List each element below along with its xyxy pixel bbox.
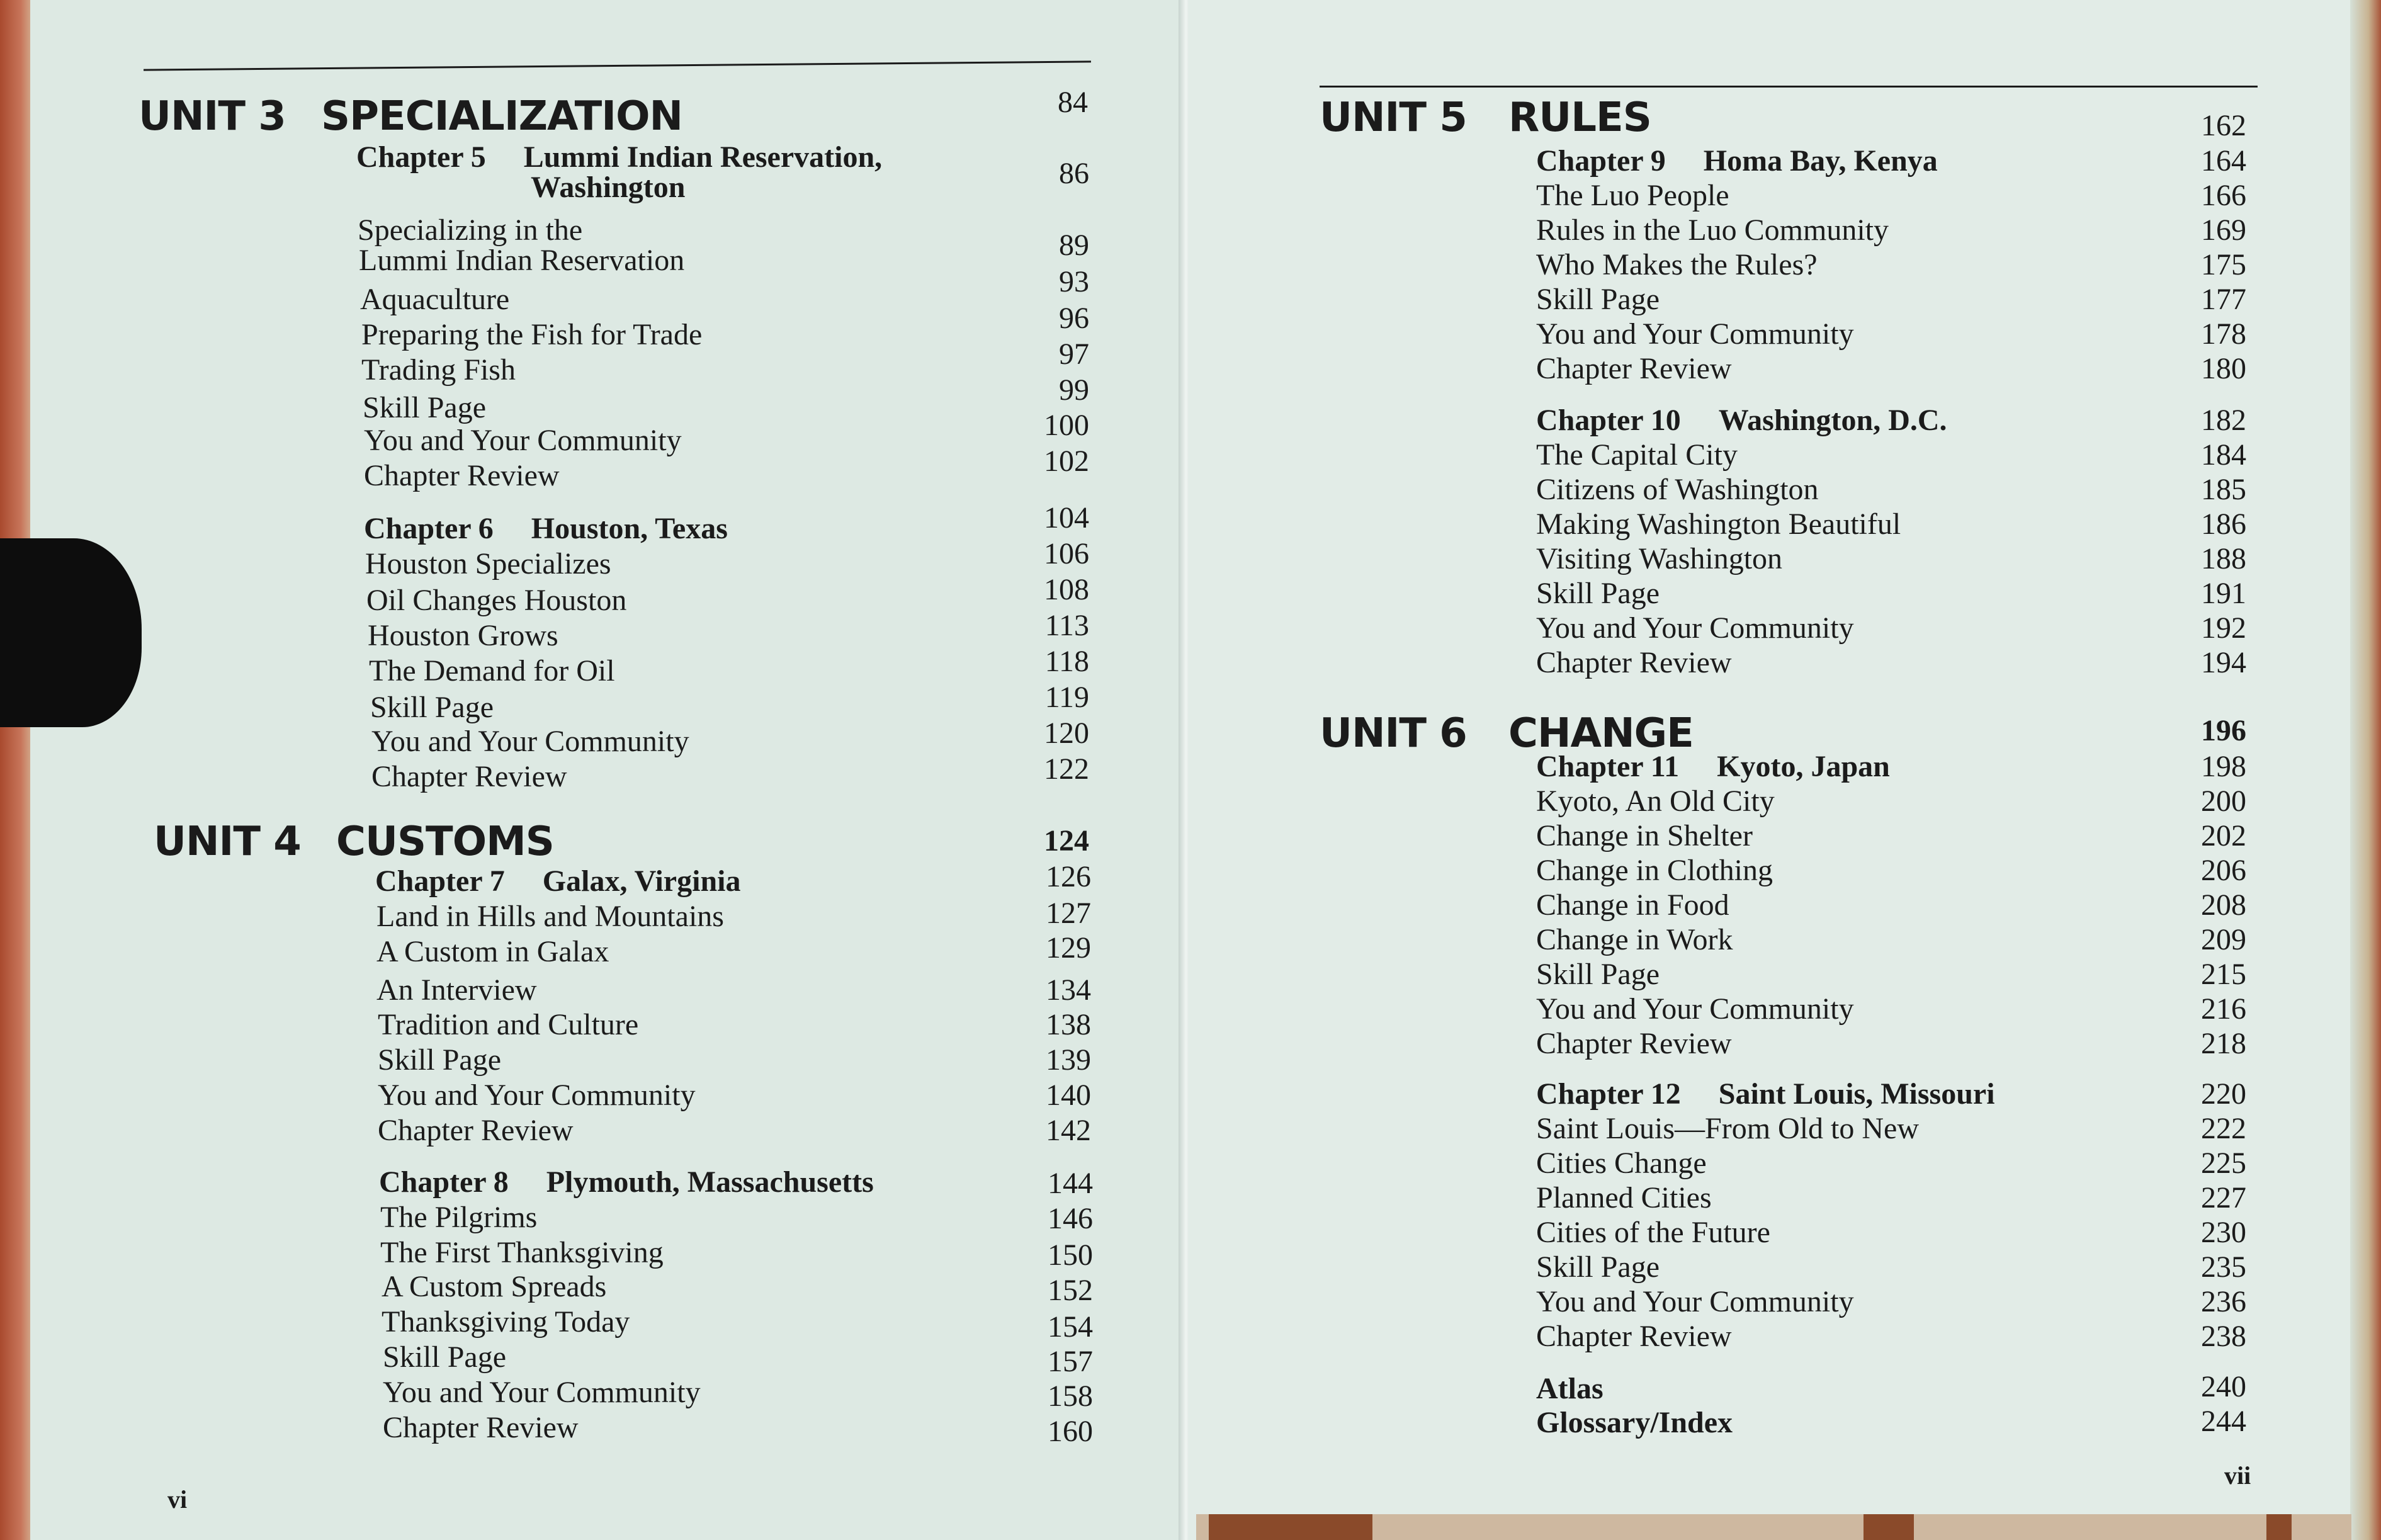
chapter-heading <box>375 864 740 898</box>
section-title: Saint Louis—From Old to New <box>1536 1112 1919 1145</box>
chapter-label: Chapter 7 <box>375 864 505 898</box>
section-page-number: 169 <box>2201 213 2246 247</box>
chapter-label: Chapter 12 <box>1536 1077 1681 1111</box>
chapter-label: Chapter 10 <box>1536 404 1681 437</box>
section-title: Chapter Review <box>378 1114 574 1147</box>
section-page-number: 235 <box>2201 1250 2246 1284</box>
unit-page-number: 196 <box>2201 714 2246 747</box>
section-page-number: 152 <box>1048 1274 1093 1307</box>
section-page-number: 186 <box>2201 507 2246 541</box>
section-title: Skill Page <box>1536 577 1660 610</box>
section-title: Citizens of Washington <box>1536 473 1819 506</box>
section-title: Aquaculture <box>360 283 510 316</box>
top-rule <box>144 60 1091 71</box>
section-title: Kyoto, An Old City <box>1536 784 1775 818</box>
section-page-number: 96 <box>1059 302 1089 335</box>
section-page-number: 89 <box>1059 229 1089 262</box>
section-title: Skill Page <box>1536 958 1660 991</box>
section-page-number: 127 <box>1046 897 1091 930</box>
chapter-heading <box>1536 144 1938 178</box>
top-rule <box>1320 86 2258 88</box>
section-title: A Custom in Galax <box>376 935 609 968</box>
section-page-number: 238 <box>2201 1320 2246 1353</box>
chapter-page-number: 104 <box>1044 501 1089 535</box>
section-title: Chapter Review <box>371 760 567 793</box>
unit-name: CUSTOMS <box>336 818 554 865</box>
chapter-place: Houston, Texas <box>531 512 728 545</box>
chapter-place: Galax, Virginia <box>542 864 741 898</box>
chapter-label: Chapter 11 <box>1536 750 1680 783</box>
unit-page-number: 162 <box>2201 109 2246 142</box>
section-page-number: 166 <box>2201 179 2246 212</box>
chapter-heading <box>1536 1077 1995 1111</box>
section-title: Planned Cities <box>1536 1181 1712 1214</box>
unit-page-number: 84 <box>1058 86 1088 119</box>
section-title: Making Washington Beautiful <box>1536 507 1901 541</box>
section-title: Skill Page <box>363 391 487 424</box>
section-title: Trading Fish <box>361 353 516 387</box>
section-title: Chapter Review <box>1536 1320 1732 1353</box>
section-title: Houston Grows <box>368 619 558 652</box>
unit-heading <box>139 93 683 140</box>
unit-heading <box>1320 94 1651 141</box>
section-title: Houston Specializes <box>365 547 611 580</box>
section-title: Skill Page <box>1536 283 1660 316</box>
section-page-number: 184 <box>2201 438 2246 472</box>
unit-number: UNIT 6 <box>1320 710 1467 757</box>
section-title: Who Makes the Rules? <box>1536 248 1818 281</box>
section-page-number: 216 <box>2201 992 2246 1026</box>
unit-heading <box>154 818 554 865</box>
back-matter-page-number: 240 <box>2201 1370 2246 1403</box>
chapter-place-line2: Washington <box>531 171 686 204</box>
section-page-number: 180 <box>2201 352 2246 385</box>
section-page-number: 191 <box>2201 577 2246 610</box>
section-page-number: 230 <box>2201 1216 2246 1249</box>
chapter-page-number: 144 <box>1048 1167 1093 1200</box>
section-page-number: 99 <box>1059 373 1089 407</box>
section-title: Thanksgiving Today <box>382 1305 630 1339</box>
section-title: Cities of the Future <box>1536 1216 1770 1249</box>
section-title: Change in Shelter <box>1536 819 1753 852</box>
left-page <box>30 0 1182 1540</box>
section-title: The First Thanksgiving <box>380 1236 664 1269</box>
edge-stain <box>1209 1514 1372 1540</box>
section-title: Preparing the Fish for Trade <box>361 318 703 351</box>
unit-heading <box>1320 710 1694 757</box>
section-page-number: 138 <box>1046 1008 1091 1041</box>
section-title: Chapter Review <box>1536 646 1732 679</box>
section-page-number: 177 <box>2201 283 2246 316</box>
section-title: You and Your Community <box>1536 1285 1854 1318</box>
section-title: Rules in the Luo Community <box>1536 213 1889 247</box>
section-title: The Pilgrims <box>380 1201 538 1234</box>
section-page-number: 150 <box>1048 1238 1093 1272</box>
thumb-shadow <box>0 538 142 727</box>
section-page-number: 158 <box>1048 1379 1093 1413</box>
section-page-number: 119 <box>1044 681 1089 714</box>
chapter-page-number: 182 <box>2201 404 2246 437</box>
chapter-page-number: 220 <box>2201 1077 2246 1111</box>
section-page-number: 178 <box>2201 317 2246 351</box>
section-page-number: 102 <box>1044 444 1089 478</box>
section-title: You and Your Community <box>1536 611 1854 645</box>
back-matter-atlas: Atlas <box>1536 1372 1603 1405</box>
section-page-number: 185 <box>2201 473 2246 506</box>
section-title: The Luo People <box>1536 179 1729 212</box>
chapter-page-number: 86 <box>1059 157 1089 190</box>
chapter-place: Lummi Indian Reservation, <box>523 140 883 174</box>
section-page-number: 188 <box>2201 542 2246 575</box>
section-page-number: 192 <box>2201 611 2246 645</box>
chapter-heading <box>356 140 882 174</box>
section-title: You and Your Community <box>364 424 682 457</box>
page-bottom-edge <box>1196 1514 2351 1540</box>
section-page-number: 97 <box>1059 337 1089 371</box>
chapter-page-number: 164 <box>2201 144 2246 178</box>
section-title: Change in Food <box>1536 888 1729 922</box>
section-title: Change in Clothing <box>1536 854 1773 887</box>
book-edge-right <box>2350 0 2381 1540</box>
section-page-number: 200 <box>2201 784 2246 818</box>
section-title: Oil Changes Houston <box>366 584 627 617</box>
section-page-number: 120 <box>1044 716 1089 750</box>
chapter-heading <box>1536 403 1947 438</box>
section-page-number: 160 <box>1048 1415 1093 1448</box>
section-page-number: 134 <box>1046 973 1091 1007</box>
back-matter-glossary-index: Glossary/Index <box>1536 1406 1733 1439</box>
section-title: Specializing in the <box>358 213 583 247</box>
section-page-number: 208 <box>2201 888 2246 922</box>
chapter-place: Plymouth, Massachusetts <box>546 1165 874 1199</box>
section-page-number: 222 <box>2201 1112 2246 1145</box>
chapter-page-number: 198 <box>2201 750 2246 783</box>
section-page-number: 142 <box>1046 1114 1091 1147</box>
section-page-number: 206 <box>2201 854 2246 887</box>
section-title: Tradition and Culture <box>378 1008 639 1041</box>
chapter-heading <box>364 511 728 546</box>
chapter-place: Saint Louis, Missouri <box>1718 1077 1995 1111</box>
section-title: Chapter Review <box>1536 1027 1732 1060</box>
section-title: Chapter Review <box>383 1411 579 1444</box>
chapter-place: Kyoto, Japan <box>1717 750 1890 783</box>
edge-stain <box>2266 1514 2292 1540</box>
right-page <box>1189 0 2350 1540</box>
section-page-number: 175 <box>2201 248 2246 281</box>
section-title: Skill Page <box>370 691 494 724</box>
section-title: The Capital City <box>1536 438 1738 472</box>
page-folio: vii <box>2224 1461 2251 1490</box>
section-page-number: 93 <box>1059 265 1089 298</box>
section-title: Chapter Review <box>1536 352 1732 385</box>
section-page-number: 118 <box>1044 645 1089 678</box>
section-title: Chapter Review <box>364 459 560 492</box>
section-title: Change in Work <box>1536 923 1733 956</box>
section-page-number: 209 <box>2201 923 2246 956</box>
chapter-label: Chapter 8 <box>379 1165 509 1199</box>
section-page-number: 140 <box>1046 1079 1091 1112</box>
section-page-number: 108 <box>1044 573 1089 606</box>
section-page-number: 225 <box>2201 1147 2246 1180</box>
section-title-line2: Lummi Indian Reservation <box>359 244 685 277</box>
section-page-number: 146 <box>1048 1202 1093 1235</box>
section-page-number: 236 <box>2201 1285 2246 1318</box>
chapter-heading <box>379 1165 874 1199</box>
section-title: A Custom Spreads <box>382 1270 607 1303</box>
chapter-heading <box>1536 749 1890 784</box>
chapter-label: Chapter 6 <box>364 512 494 545</box>
section-page-number: 218 <box>2201 1027 2246 1060</box>
section-title: Skill Page <box>1536 1250 1660 1284</box>
section-page-number: 157 <box>1048 1345 1093 1378</box>
unit-page-number: 124 <box>1044 824 1089 858</box>
section-title: Visiting Washington <box>1536 542 1783 575</box>
section-page-number: 129 <box>1046 931 1091 965</box>
section-title: You and Your Community <box>378 1079 696 1112</box>
section-page-number: 194 <box>2201 646 2246 679</box>
section-page-number: 215 <box>2201 958 2246 991</box>
back-matter-page-number: 244 <box>2201 1405 2246 1438</box>
chapter-label: Chapter 5 <box>356 140 486 174</box>
section-title: You and Your Community <box>371 725 689 758</box>
section-page-number: 202 <box>2201 819 2246 852</box>
edge-stain <box>1864 1514 1914 1540</box>
chapter-place: Washington, D.C. <box>1718 404 1947 437</box>
section-page-number: 106 <box>1044 537 1089 570</box>
chapter-page-number: 126 <box>1046 860 1091 893</box>
section-title: Skill Page <box>383 1340 507 1374</box>
section-page-number: 113 <box>1044 609 1089 642</box>
unit-number: UNIT 4 <box>154 818 301 865</box>
unit-number: UNIT 5 <box>1320 94 1467 141</box>
section-page-number: 100 <box>1044 409 1089 442</box>
section-title: Skill Page <box>378 1043 502 1077</box>
page-folio: vi <box>167 1485 188 1514</box>
unit-name: RULES <box>1508 94 1651 141</box>
chapter-place: Homa Bay, Kenya <box>1703 144 1938 178</box>
section-page-number: 227 <box>2201 1181 2246 1214</box>
section-page-number: 154 <box>1048 1310 1093 1344</box>
unit-name: SPECIALIZATION <box>321 93 683 140</box>
section-title: You and Your Community <box>1536 317 1854 351</box>
unit-number: UNIT 3 <box>139 93 286 140</box>
section-title: You and Your Community <box>1536 992 1854 1026</box>
section-title: Land in Hills and Mountains <box>376 900 724 933</box>
section-title: Cities Change <box>1536 1147 1707 1180</box>
section-page-number: 122 <box>1044 752 1089 786</box>
section-page-number: 139 <box>1046 1043 1091 1077</box>
unit-name: CHANGE <box>1508 710 1694 757</box>
chapter-label: Chapter 9 <box>1536 144 1666 178</box>
section-title: An Interview <box>376 973 537 1007</box>
section-title: The Demand for Oil <box>369 654 615 688</box>
section-title: You and Your Community <box>383 1376 701 1409</box>
